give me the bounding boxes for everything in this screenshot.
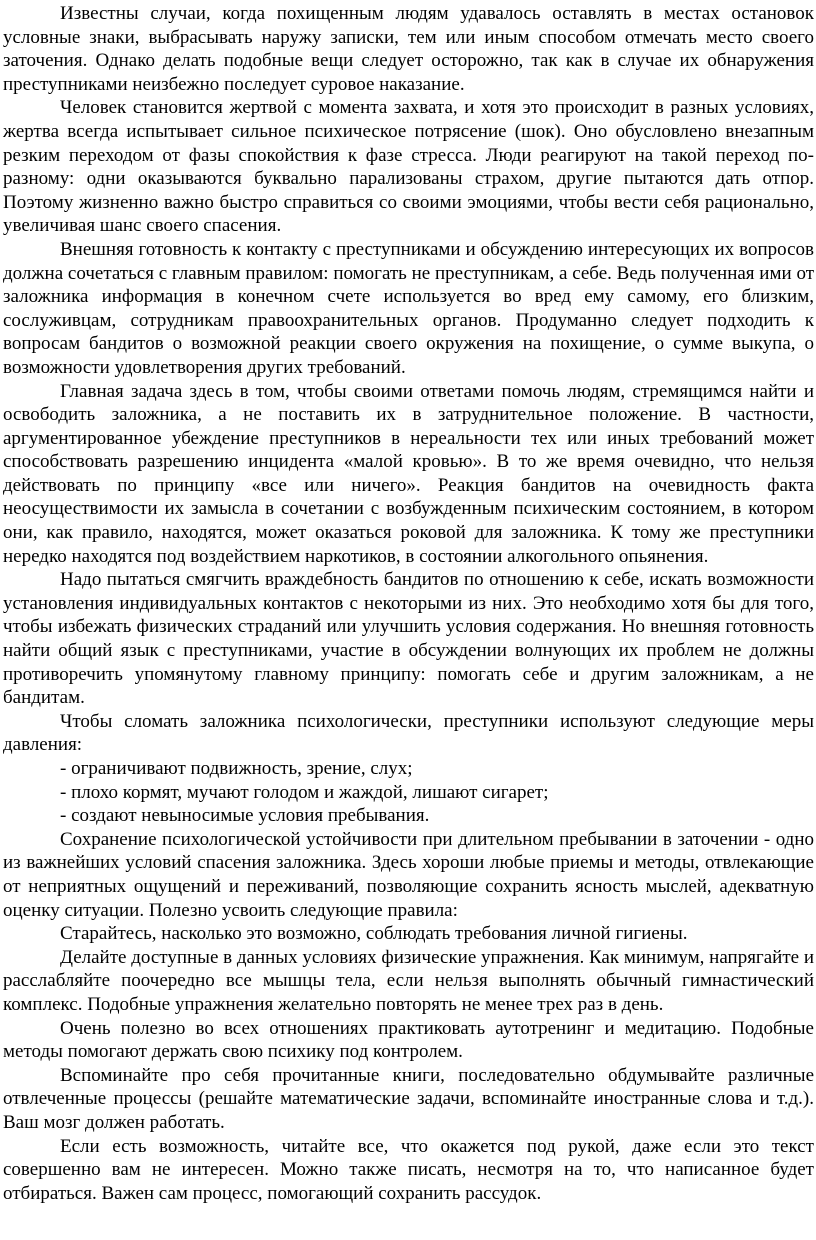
- paragraph-1: Известны случаи, когда похищенным людям удавалось оставлять в местах остановок условные знаки, выбрасывать наружу записки, тем или иным способом отмечать место своего заточения. Однако делать подобные вещи следует осторожно, так как в случае их обнаружения преступниками неизбежно последует суровое наказание.: [3, 3, 814, 95]
- rule-meditation: Очень полезно во всех отношениях практиковать аутотренинг и медитацию. Подобные методы помогают держать свою психику под контролем.: [3, 1017, 814, 1063]
- paragraph-6: Чтобы сломать заложника психологически, преступники используют следующие меры давления:: [3, 710, 814, 756]
- rule-reading: Если есть возможность, читайте все, что окажется под рукой, даже если это текст совершенно вам не интересен. Можно также писать, несмотря на то, что написанное будет отбираться. Важен сам процесс, помогающий сохранить рассудок.: [3, 1135, 814, 1204]
- rule-memory: Вспоминайте про себя прочитанные книги, последовательно обдумывайте различные отвлеченные процессы (решайте математические задачи, вспоминайте иностранные слова и т.д.). Ваш мозг должен работать.: [3, 1064, 814, 1133]
- paragraph-5: Надо пытаться смягчить враждебность бандитов по отношению к себе, искать возможности установления индивидуальных контактов с некоторыми из них. Это необходимо хотя бы для того, чтобы избежать физических страданий или улучшить условия содержания. Но внешняя готовность найти общий язык с преступниками, участие в обсуждении волнующих их проблем не должны противоречить упомянутому главному принципу: помогать себе и другим заложникам, а не бандитам.: [3, 569, 814, 709]
- paragraph-7: Сохранение психологической устойчивости при длительном пребывании в заточении - одно из важнейших условий спасения заложника. Здесь хороши любые приемы и методы, отвлекающие от неприятных ощущений и переживаний, позволяющие сохранить ясность мыслей, адекватную оценку ситуации. Полезно усвоить следующие правила:: [3, 828, 814, 921]
- paragraph-2: Человек становится жертвой с момента захвата, и хотя это происходит в разных условиях, жертва всегда испытывает сильное психическое потрясение (шок). Оно обусловлено внезапным резким переходом от фазы спокойствия к фазе стресса. Люди реагируют на такой переход по-разному: одни оказываются буквально парализованы страхом, другие пытаются дать отпор. Поэтому жизненно важно быстро справиться со своими эмоциями, чтобы вести себя рационально, увеличивая шанс своего спасения.: [3, 97, 814, 237]
- list-item-3: - создают невыносимые условия пребывания.: [60, 805, 430, 827]
- list-item-2: - плохо кормят, мучают голодом и жаждой, лишают сигарет;: [60, 781, 549, 803]
- list-item-1: - ограничивают подвижность, зрение, слух;: [60, 758, 413, 779]
- rule-exercise: Делайте доступные в данных условиях физические упражнения. Как минимум, напрягайте и расслабляйте поочередно все мышцы тела, если нельзя выполнять обычный гимнастический комплекс. Подобные упражнения желательно повторять не менее трех раз в день.: [3, 946, 814, 1015]
- paragraph-4: Главная задача здесь в том, чтобы своими ответами помочь людям, стремящимся найти и освободить заложника, а не поставить их в затруднительное положение. В частности, аргументированное убеждение преступников в нереальности тех или иных требований может способствовать разрешению инцидента «малой кровью». В то же время очевидно, что нельзя действовать по принципу «все или ничего». Реакция бандитов на очевидность факта неосуществимости их замысла в сочетании с возбужденным психическим состоянием, в котором они, как правило, находятся, может оказаться роковой для заложника. К тому же преступники нередко находятся под воздействием наркотиков, в состоянии алкогольного опьянения.: [3, 380, 814, 567]
- rule-hygiene: Старайтесь, насколько это возможно, соблюдать требования личной гигиены.: [60, 923, 688, 945]
- paragraph-3: Внешняя готовность к контакту с преступниками и обсуждению интересующих их вопросов должна сочетаться с главным правилом: помогать не преступникам, а себе. Ведь полученная ими от заложника информация в конечном счете используется во вред ему самому, его близким, сослуживцам, сотрудникам правоохранительных органов. Продуманно следует подходить к вопросам бандитов о возможной реакции своего окружения на похищение, о сумме выкупа, о возможности удовлетворения других требований.: [3, 238, 814, 378]
